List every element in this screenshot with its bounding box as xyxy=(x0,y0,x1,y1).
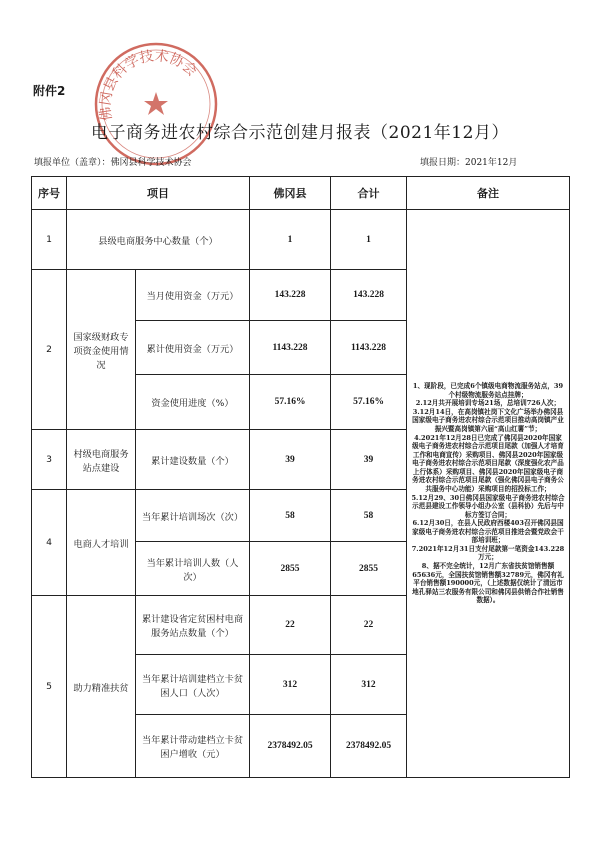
svg-text:佛冈县科学技术协会 xyxy=(98,47,200,122)
row-number: 3 xyxy=(32,430,67,490)
header-total: 合计 xyxy=(331,177,407,210)
row-category: 村级电商服务站点建设 xyxy=(67,430,136,490)
fill-unit-label: 填报单位（盖章）：佛冈县科学技术协会 xyxy=(34,158,192,168)
row-county-value: 39 xyxy=(250,430,331,490)
official-seal xyxy=(92,40,220,168)
note-line: 7.2021年12月31日支付尾款第一笔资金143.228万元； xyxy=(411,544,565,562)
row-county-value: 57.16% xyxy=(250,375,331,430)
row-county-value: 312 xyxy=(250,655,331,715)
row-item: 当年累计培训建档立卡贫困人口（人次） xyxy=(136,655,250,715)
header-notes: 备注 xyxy=(407,177,570,210)
note-line: 2.12月共开展培训专场21场，总培训726人次； xyxy=(415,399,561,408)
row-item: 当年累计带动建档立卡贫困户增收（元） xyxy=(136,715,250,778)
row-total-value: 58 xyxy=(331,490,407,542)
row-total-value: 1143.228 xyxy=(331,321,407,375)
notes-cell xyxy=(407,210,570,778)
note-line: 5.12月29、30日佛冈县国家级电子商务进农村综合示范县建设工作领导小组办公室（县科协）先后与中标方签订合同； xyxy=(411,493,565,519)
row-category: 助力精准扶贫 xyxy=(67,596,136,778)
row-total-value: 57.16% xyxy=(331,375,407,430)
row-number: 5 xyxy=(32,596,67,778)
page-title: 电子商务进农村综合示范创建月报表（2021年12月） xyxy=(91,123,509,143)
row-county-value: 143.228 xyxy=(250,270,331,321)
row-item: 累计建设数量（个） xyxy=(136,430,250,490)
table-row xyxy=(32,210,570,270)
note-line: 8、据不完全统计，12月广东省扶贫馆销售额65636元，全国扶贫馆销售额32789元，佛冈有礼平台销售额190000元，（上述数据仅统计了清远市地孔驿站三农服务有限公司和佛冈县供销合作社销售数据）。 xyxy=(412,562,564,605)
report-table xyxy=(31,176,570,778)
row-item: 资金使用进度（%） xyxy=(136,375,250,430)
row-number: 1 xyxy=(32,210,67,270)
row-total-value: 2378492.05 xyxy=(331,715,407,778)
row-item: 累计建设省定贫困村电商服务站点数量（个） xyxy=(136,596,250,655)
row-total-value: 312 xyxy=(331,655,407,715)
fill-date-label: 填报日期：2021年12月 xyxy=(420,158,518,168)
note-line: 1、现阶段，已完成6个镇级电商物流服务站点，39个村级物流服务站点挂牌； xyxy=(412,382,564,399)
row-item: 当年累计培训人数（人次） xyxy=(136,542,250,596)
row-county-value: 1143.228 xyxy=(250,321,331,375)
row-number: 4 xyxy=(32,490,67,596)
row-total-value: 2855 xyxy=(331,542,407,596)
header-county: 佛冈县 xyxy=(250,177,331,210)
row-county-value: 58 xyxy=(250,490,331,542)
row-county-value: 2378492.05 xyxy=(250,715,331,778)
note-line: 3.12月14日，在高岗镇社岗下文化广场举办佛冈县国家级电子商务进农村综合示范项目推动高岗镇产业振兴暨高岗镇第六届“高山红薯”节； xyxy=(412,407,564,433)
row-item: 累计使用资金（万元） xyxy=(136,321,250,375)
attachment-label: 附件2 xyxy=(33,84,66,98)
row-county-value: 2855 xyxy=(250,542,331,596)
row-total-value: 22 xyxy=(331,596,407,655)
row-category: 国家级财政专项资金使用情况 xyxy=(67,270,136,430)
header-item: 项目 xyxy=(67,177,250,210)
row-item: 当月使用资金（万元） xyxy=(136,270,250,321)
row-number: 2 xyxy=(32,270,67,430)
row-total-value: 143.228 xyxy=(331,270,407,321)
row-item: 县级电商服务中心数量（个） xyxy=(67,210,250,270)
header-row xyxy=(32,177,570,210)
row-category: 电商人才培训 xyxy=(67,490,136,596)
note-line: 6.12月30日，在县人民政府西楼403召开佛冈县国家级电子商务进农村综合示范项目推进会暨党政会干部培训班； xyxy=(412,519,564,545)
note-line: 4.2021年12月28日已完成了佛冈县2020年国家级电子商务进农村综合示范项目尾款（加强人才培育工作和电商宣传）采购项目、佛冈县2020年国家级电子商务进农村综合示范项目尾款（深度强化农产品上行体系）采购项目、佛冈县2020年国家级电子商务进农村综合示范项目尾款（强化佛冈县电子商务公共服务中心功能）采购项目的招投标工作； xyxy=(412,433,564,493)
row-county-value: 22 xyxy=(250,596,331,655)
row-county-value: 1 xyxy=(250,210,331,270)
header-no: 序号 xyxy=(32,177,67,210)
row-total-value: 1 xyxy=(331,210,407,270)
row-item: 当年累计培训场次（次） xyxy=(136,490,250,542)
seal-text: 佛冈县科学技术协会 xyxy=(97,48,200,122)
row-total-value: 39 xyxy=(331,430,407,490)
